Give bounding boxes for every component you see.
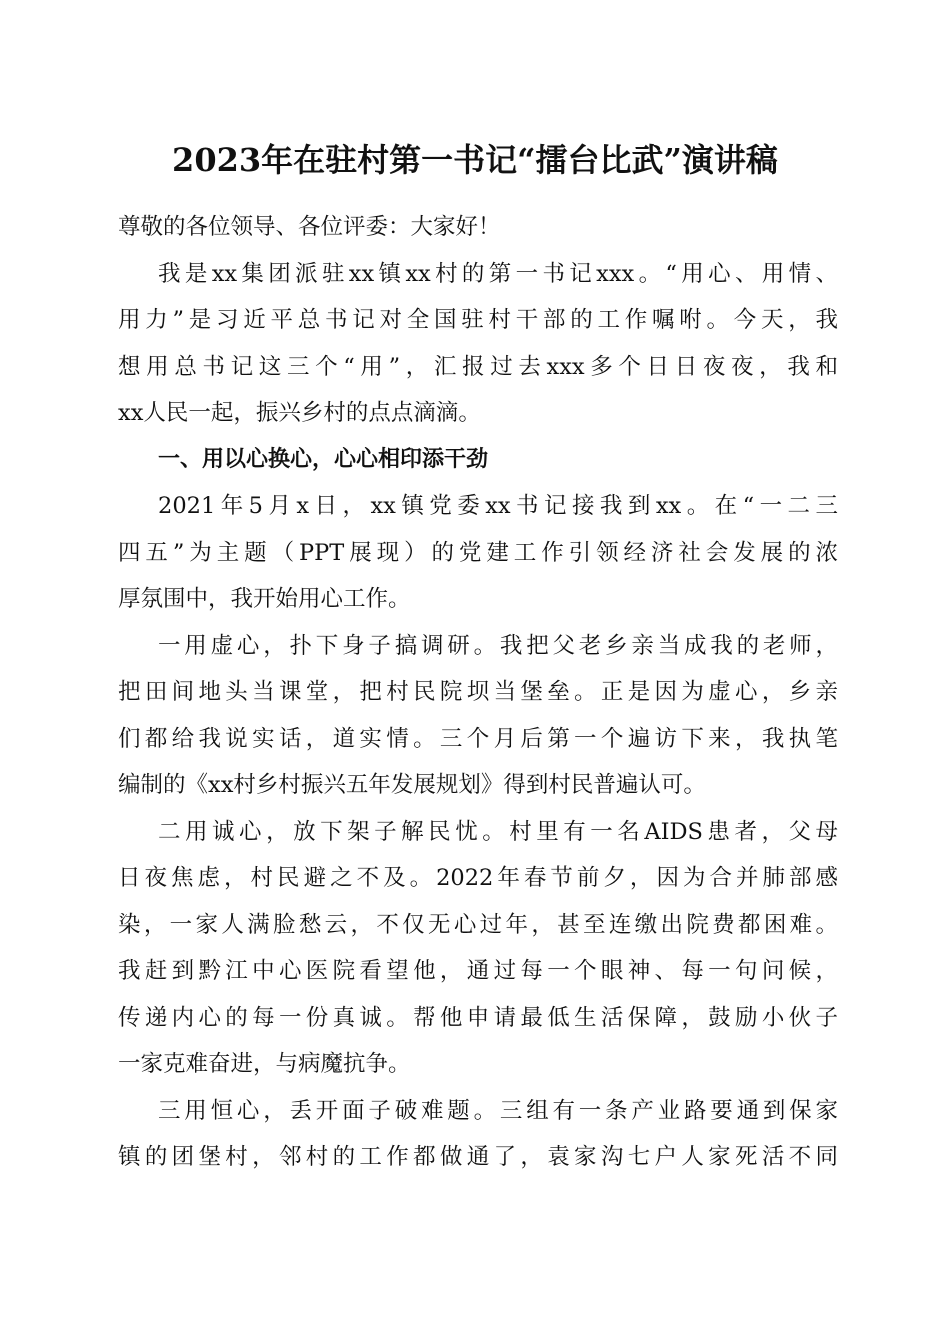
paragraph-line: 三用恒心，丢开面子破难题。三组有一条产业路要通到保家 [158,1097,838,1124]
paragraph-line: 一家克难奋进，与病魔抗争。 [118,1051,411,1077]
paragraph-line: 想用总书记这三个“用”，汇报过去xxx多个日日夜夜，我和 [118,353,838,380]
paragraph-line: 四五”为主题（PPT展现）的党建工作引领经济社会发展的浓 [118,539,838,566]
section-heading: 一、用以心换心，心心相印添干劲 [158,446,489,472]
paragraph-line: 镇的团堡村，邻村的工作都做通了，袁家沟七户人家死活不同 [118,1144,838,1170]
paragraph-line: 我是xx集团派驻xx镇xx村的第一书记xxx。“用心、用情、 [158,260,838,287]
paragraph-line: 把田间地头当课堂，把村民院坝当堡垒。正是因为虚心，乡亲 [118,679,838,705]
paragraph-line: 传递内心的每一份真诚。帮他申请最低生活保障，鼓励小伙子 [118,1004,838,1031]
salutation-line: 尊敬的各位领导、各位评委：大家好！ [118,214,501,240]
paragraph-line: 厚氛围中，我开始用心工作。 [118,586,411,612]
document-body [118,204,838,1181]
paragraph-line: 二用诚心，放下架子解民忧。村里有一名AIDS患者，父母 [158,818,838,845]
paragraph-line: 编制的《xx村乡村振兴五年发展规划》得到村民普遍认可。 [118,772,706,798]
paragraph-line: 们都给我说实话，道实情。三个月后第一个遍访下来，我执笔 [118,725,838,752]
paragraph-line: xx人民一起，振兴乡村的点点滴滴。 [118,400,481,426]
paragraph-line: 一用虚心，扑下身子搞调研。我把父老乡亲当成我的老师， [158,632,838,659]
paragraph-line: 日夜焦虑，村民避之不及。2022年春节前夕，因为合并肺部感 [118,865,838,891]
document-title: 2023年在驻村第一书记“擂台比武”演讲稿 [172,141,778,179]
paragraph-line: 2021年5月x日，xx镇党委xx书记接我到xx。在“一二三 [158,493,838,519]
paragraph-line: 染，一家人满脸愁云，不仅无心过年，甚至连缴出院费都困难。 [118,911,838,938]
paragraph-line: 用力”是习近平总书记对全国驻村干部的工作嘱咐。今天，我 [118,307,838,333]
paragraph-line: 我赶到黔江中心医院看望他，通过每一个眼神、每一句问候， [118,958,838,984]
